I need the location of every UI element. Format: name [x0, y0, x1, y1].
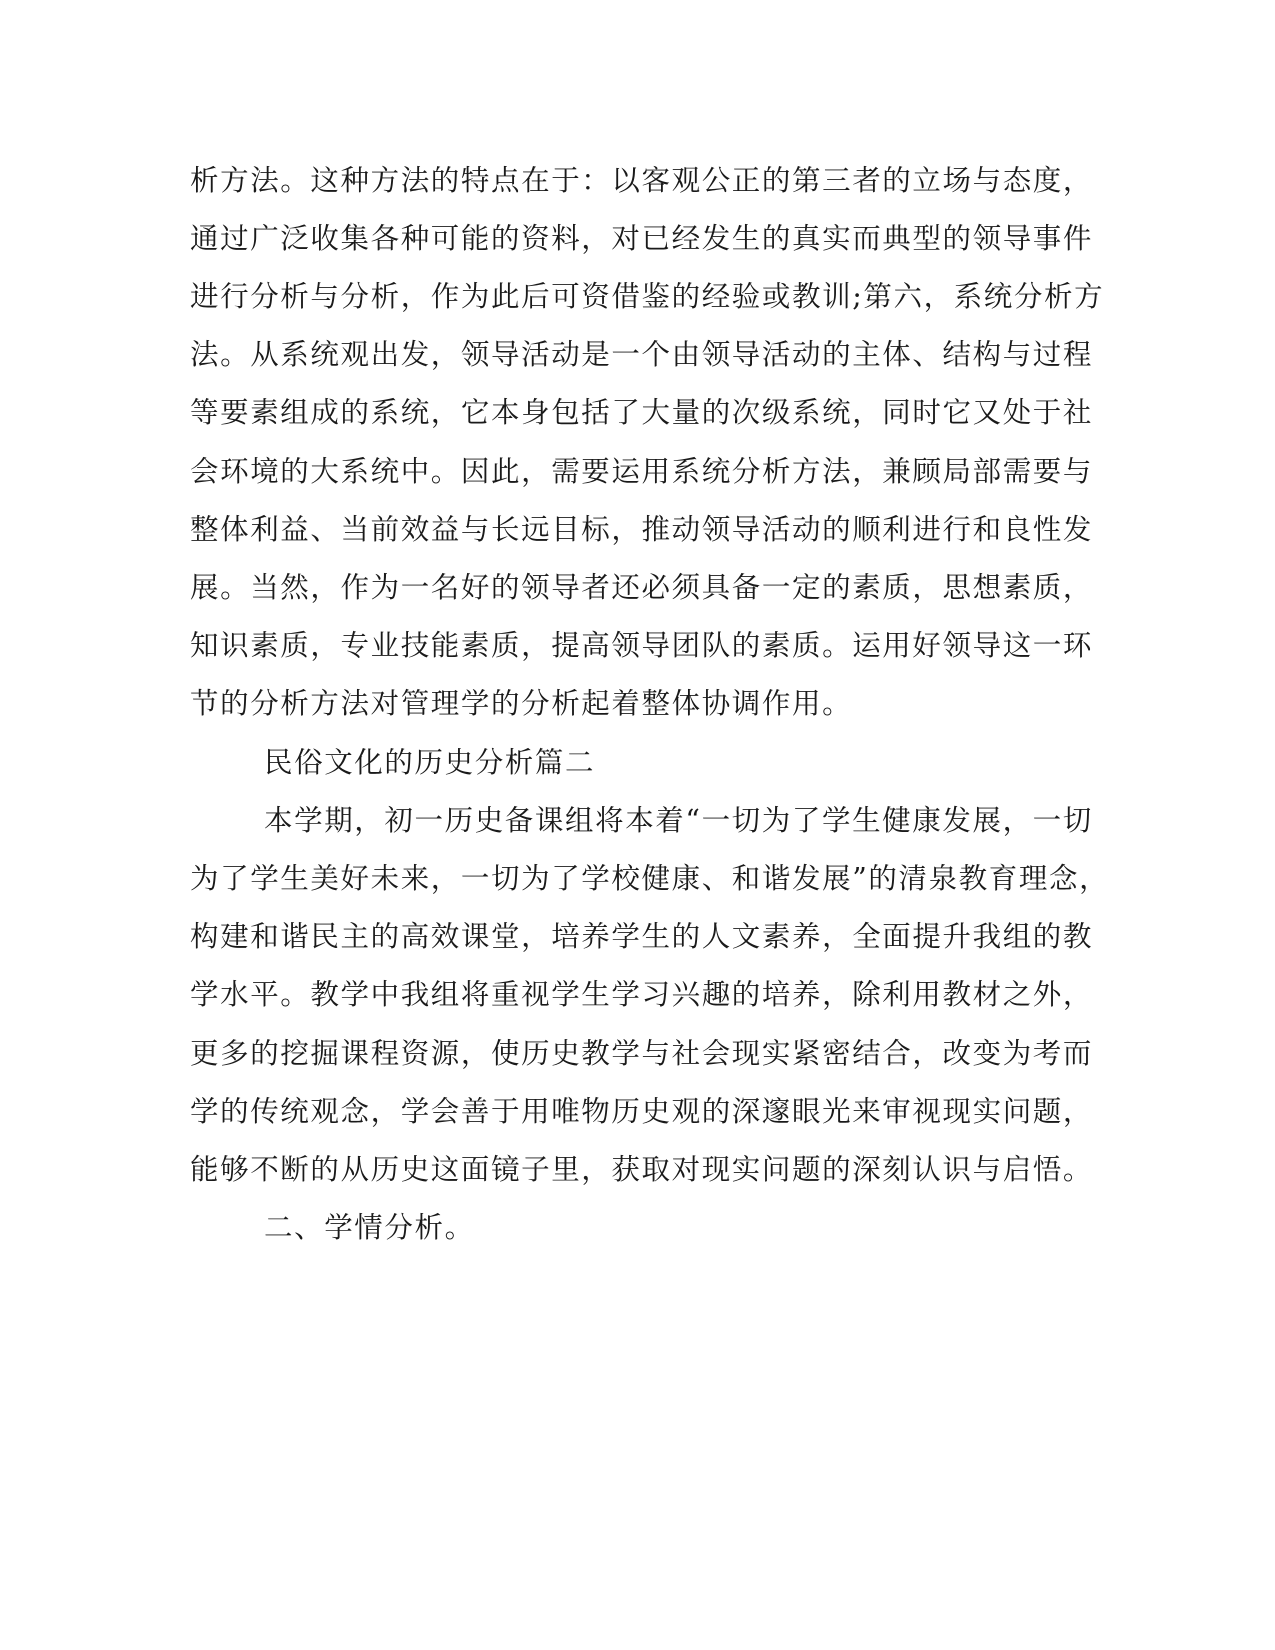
paragraph-line: 更多的挖掘课程资源，使历史教学与社会现实紧密结合，改变为考而	[190, 1037, 1094, 1070]
paragraph-line: 构建和谐民主的高效课堂，培养学生的人文素养，全面提升我组的教	[190, 920, 1094, 953]
paragraph-line: 节的分析方法对管理学的分析起着整体协调作用。	[190, 687, 853, 720]
subsection-heading: 二、学情分析。	[264, 1211, 475, 1244]
paragraph-line: 为了学生美好未来，一切为了学校健康、和谐发展”的清泉教育理念，	[190, 862, 1110, 895]
paragraph-line: 本学期，初一历史备课组将本着“一切为了学生健康发展，一切	[264, 804, 1093, 837]
section-heading: 民俗文化的历史分析篇二	[264, 746, 596, 779]
paragraph-line: 进行分析与分析，作为此后可资借鉴的经验或教训;第六，系统分析方	[190, 280, 1105, 313]
paragraph-line: 知识素质，专业技能素质，提高领导团队的素质。运用好领导这一环	[190, 629, 1094, 662]
paragraph-line: 通过广泛收集各种可能的资料，对已经发生的真实而典型的领导事件	[190, 222, 1094, 255]
paragraph-line: 等要素组成的系统，它本身包括了大量的次级系统，同时它又处于社	[190, 396, 1094, 429]
paragraph-line: 法。从系统观出发，领导活动是一个由领导活动的主体、结构与过程	[190, 338, 1094, 371]
paragraph-line: 会环境的大系统中。因此，需要运用系统分析方法，兼顾局部需要与	[190, 455, 1094, 488]
paragraph-line: 学的传统观念，学会善于用唯物历史观的深邃眼光来审视现实问题，	[190, 1095, 1094, 1128]
paragraph-line: 学水平。教学中我组将重视学生学习兴趣的培养，除利用教材之外，	[190, 978, 1094, 1011]
paragraph-line: 能够不断的从历史这面镜子里，获取对现实问题的深刻认识与启悟。	[190, 1153, 1094, 1186]
paragraph-line: 展。当然，作为一名好的领导者还必须具备一定的素质，思想素质，	[190, 571, 1094, 604]
paragraph-line: 析方法。这种方法的特点在于：以客观公正的第三者的立场与态度，	[190, 164, 1094, 197]
paragraph-line: 整体利益、当前效益与长远目标，推动领导活动的顺利进行和良性发	[190, 513, 1094, 546]
